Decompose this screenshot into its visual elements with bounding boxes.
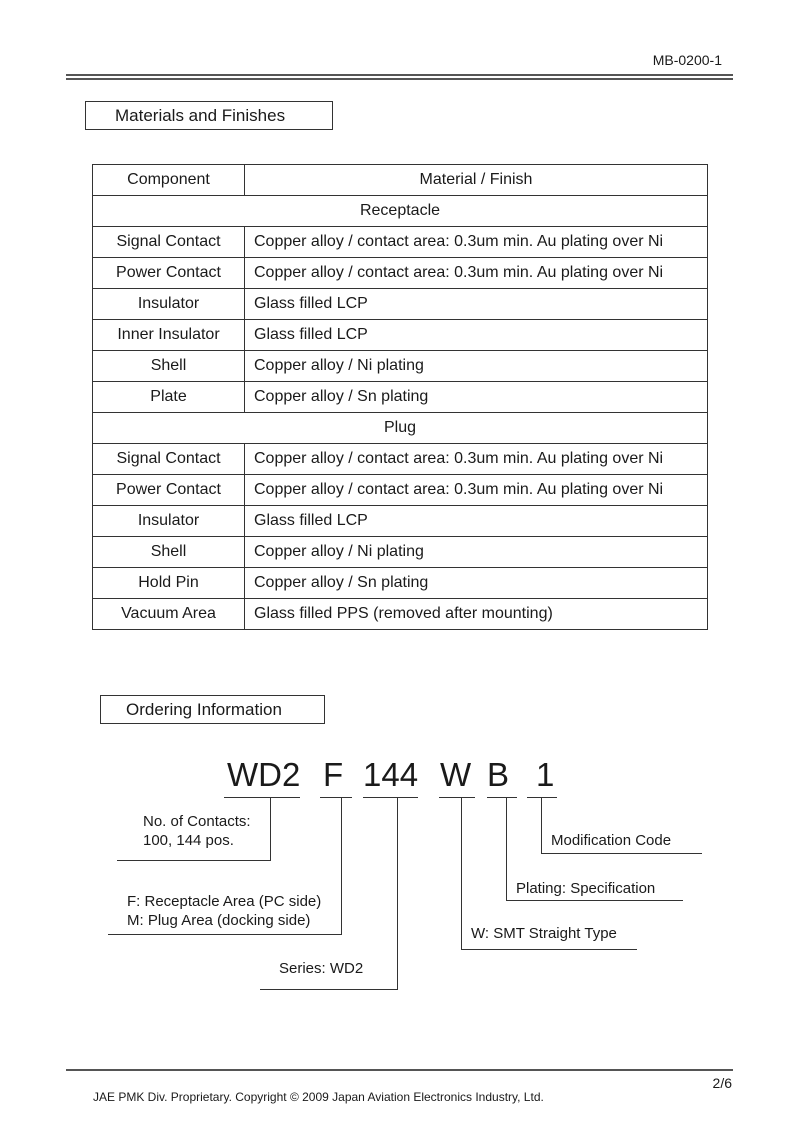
material-cell: Copper alloy / Sn plating [245, 382, 708, 413]
table-row [93, 227, 708, 258]
page-number: 2/6 [712, 1075, 732, 1091]
material-cell: Copper alloy / contact area: 0.3um min. Au plating over Ni [245, 227, 708, 258]
leader-type [461, 949, 637, 950]
material-cell: Copper alloy / contact area: 0.3um min. Au plating over Ni [245, 475, 708, 506]
component-cell: Shell [93, 537, 245, 568]
table-row [93, 506, 708, 537]
pn-underline [320, 797, 352, 798]
header-component: Component [93, 165, 245, 196]
material-cell: Glass filled LCP [245, 506, 708, 537]
leader-contacts [270, 797, 271, 860]
component-cell: Insulator [93, 506, 245, 537]
material-cell: Glass filled LCP [245, 289, 708, 320]
table-row [93, 382, 708, 413]
materials-table [92, 164, 708, 630]
header-rule [66, 78, 733, 80]
header-material: Material / Finish [245, 165, 708, 196]
component-cell: Shell [93, 351, 245, 382]
table-row [93, 351, 708, 382]
pn-underline [439, 797, 475, 798]
leader-type [461, 797, 462, 949]
pn-underline [527, 797, 557, 798]
component-cell: Vacuum Area [93, 599, 245, 630]
material-cell: Copper alloy / Sn plating [245, 568, 708, 599]
material-cell: Copper alloy / Ni plating [245, 351, 708, 382]
leader-plating [506, 900, 683, 901]
pn-underline [224, 797, 300, 798]
material-cell: Glass filled LCP [245, 320, 708, 351]
pn-series: WD2 [227, 756, 301, 793]
material-cell: Copper alloy / Ni plating [245, 537, 708, 568]
material-cell: Copper alloy / contact area: 0.3um min. Au plating over Ni [245, 258, 708, 289]
label-contacts-title: No. of Contacts: [143, 813, 251, 830]
header-rule [66, 74, 733, 76]
leader-contacts [117, 860, 271, 861]
table-row [93, 475, 708, 506]
group-row [93, 196, 708, 227]
material-cell: Copper alloy / contact area: 0.3um min. Au plating over Ni [245, 444, 708, 475]
footer-copyright: JAE PMK Div. Proprietary. Copyright © 2009 Japan Aviation Electronics Industry, Ltd. [93, 1090, 544, 1104]
ordering-section-title: Ordering Information [100, 695, 325, 724]
footer-rule [66, 1069, 733, 1071]
group-row [93, 413, 708, 444]
table-row [93, 568, 708, 599]
document-number: MB-0200-1 [652, 52, 722, 68]
leader-area [108, 934, 342, 935]
component-cell: Plate [93, 382, 245, 413]
leader-series [397, 797, 398, 989]
leader-modification [541, 853, 702, 854]
pn-modification: 1 [536, 756, 555, 793]
component-cell: Power Contact [93, 475, 245, 506]
label-series: Series: WD2 [279, 960, 364, 977]
table-row [93, 320, 708, 351]
leader-plating [506, 797, 507, 900]
leader-area [341, 797, 342, 934]
table-row [93, 258, 708, 289]
table-header-row [93, 165, 708, 196]
component-cell: Signal Contact [93, 227, 245, 258]
materials-section-title: Materials and Finishes [85, 101, 333, 130]
label-type: W: SMT Straight Type [471, 925, 617, 942]
component-cell: Inner Insulator [93, 320, 245, 351]
table-row [93, 289, 708, 320]
table-row [93, 444, 708, 475]
pn-underline [363, 797, 418, 798]
label-area-f: F: Receptacle Area (PC side) [127, 893, 322, 910]
label-area-m: M: Plug Area (docking side) [127, 912, 311, 929]
component-cell: Insulator [93, 289, 245, 320]
label-plating: Plating: Specification [516, 880, 656, 897]
label-modification: Modification Code [551, 832, 672, 849]
leader-modification [541, 797, 542, 853]
leader-series [260, 989, 398, 990]
material-cell: Glass filled PPS (removed after mounting) [245, 599, 708, 630]
label-contacts-values: 100, 144 pos. [143, 832, 234, 849]
component-cell: Power Contact [93, 258, 245, 289]
table-row [93, 537, 708, 568]
component-cell: Hold Pin [93, 568, 245, 599]
pn-type: W [440, 756, 472, 793]
pn-contacts: 144 [363, 756, 419, 793]
component-cell: Signal Contact [93, 444, 245, 475]
pn-plating: B [487, 756, 510, 793]
pn-area: F [323, 756, 344, 793]
group-plug: Plug [93, 413, 708, 444]
table-row [93, 599, 708, 630]
pn-underline [487, 797, 517, 798]
group-receptacle: Receptacle [93, 196, 708, 227]
